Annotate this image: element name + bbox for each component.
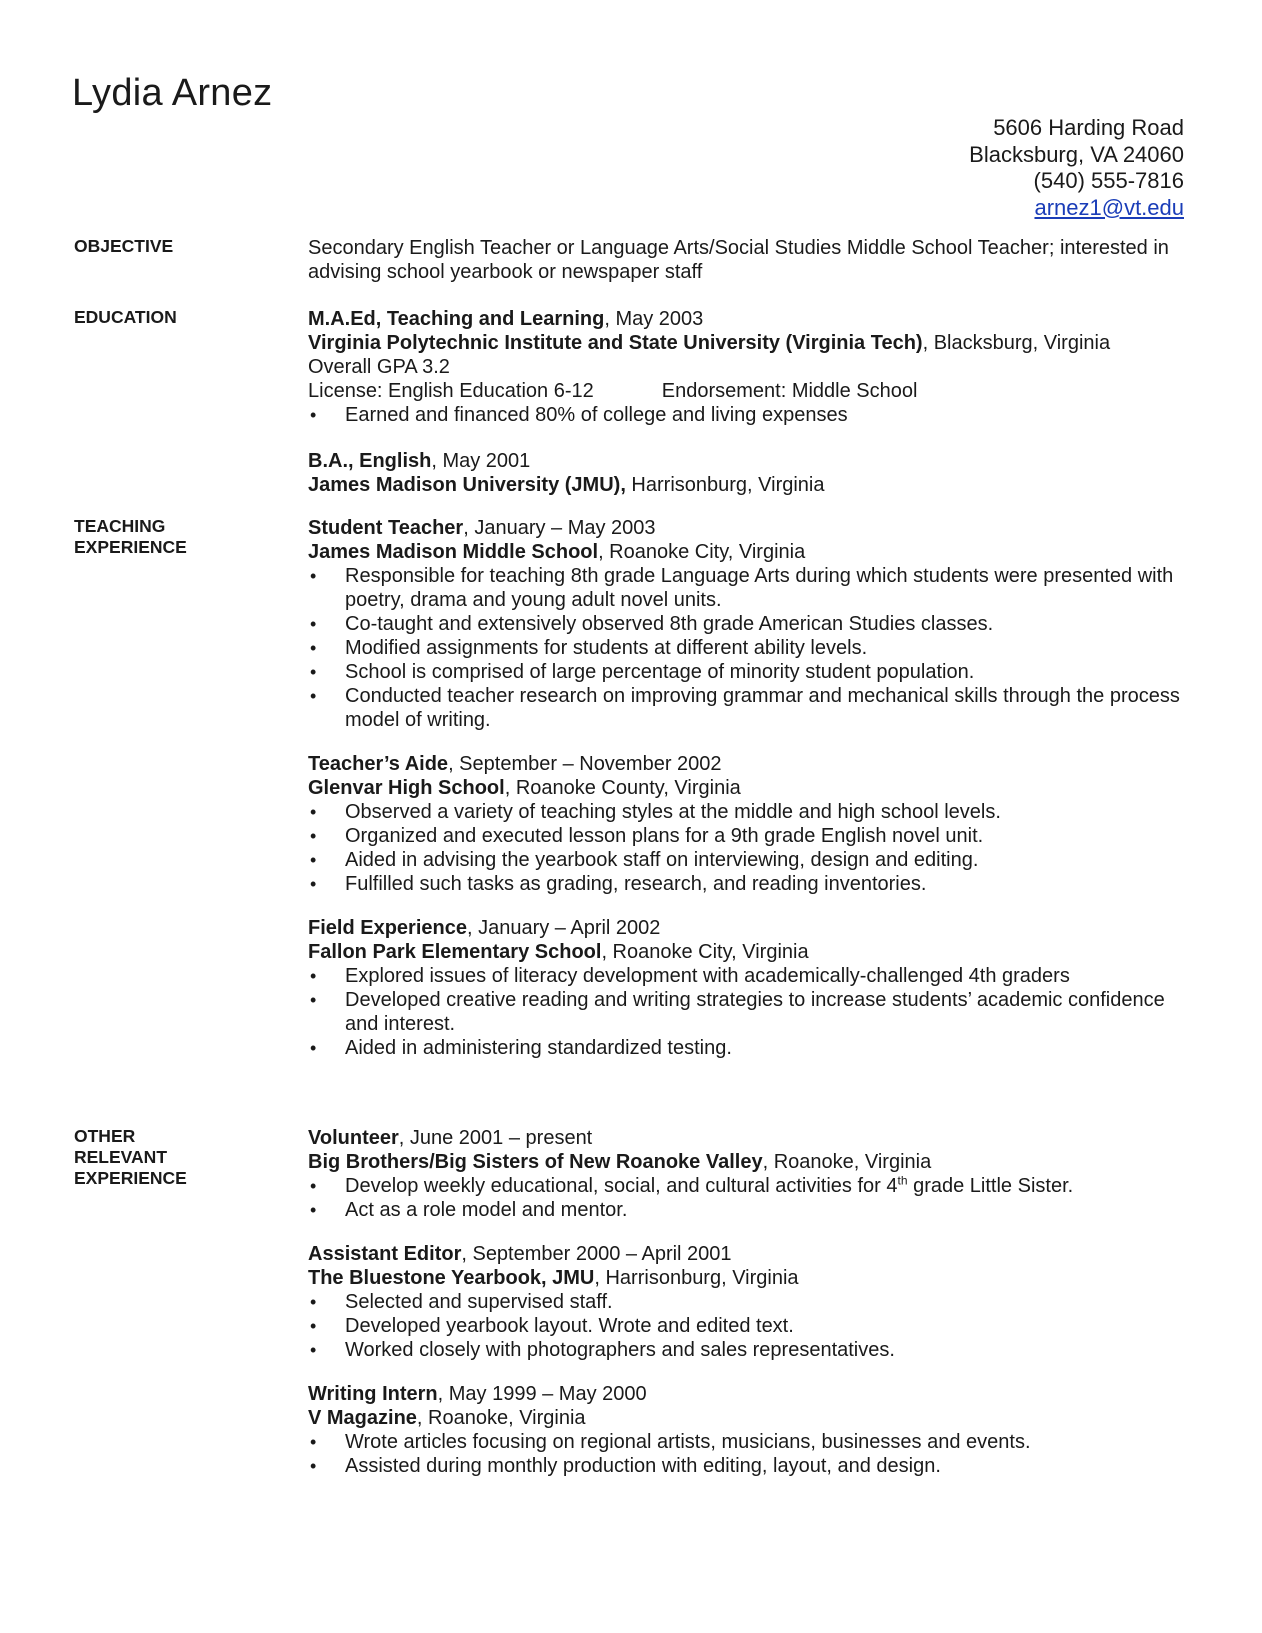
endorsement: Endorsement: Middle School [661,380,918,402]
job-title: Volunteer [308,1127,399,1149]
list-item: • Organized and executed lesson plans for a 9th grade English novel unit. [308,824,1184,848]
label-line: OTHER [74,1126,136,1146]
list-item: • Conducted teacher research on improving grammar and mechanical skills through the process model of writing. [308,684,1184,732]
job-title: Teacher’s Aide [308,753,449,775]
street-address: 5606 Harding Road [993,115,1184,140]
list-item: • School is comprised of large percentage of minority student population. [308,660,1184,684]
section-label-other [74,1126,308,1478]
list-item: • Worked closely with photographers and sales representatives. [308,1338,1184,1362]
degree-title: M.A.Ed, Teaching and Learning [308,308,605,330]
degree-date: , May 2003 [604,308,704,330]
job-entry [308,1242,1184,1362]
job-title: Writing Intern [308,1383,438,1405]
list-item: • Explored issues of literacy development with academically-challenged 4th graders [308,964,1184,988]
job-entry [308,1126,1184,1222]
job-org: Glenvar High School [308,777,505,799]
school-location: Harrisonburg, Virginia [625,474,825,496]
section-label-education: EDUCATION [74,307,177,327]
job-location: , Roanoke County, Virginia [504,777,741,799]
list-item: • Fulfilled such tasks as grading, research, and reading inventories. [308,872,1184,896]
job-org: The Bluestone Yearbook, JMU [308,1267,595,1289]
job-entry [308,916,1184,1060]
school-name: Virginia Polytechnic Institute and State University (Virginia Tech) [308,332,923,354]
job-entry [308,516,1184,732]
job-title: Field Experience [308,917,467,939]
list-item: • Wrote articles focusing on regional artists, musicians, businesses and events. [308,1430,1184,1454]
contact-block [969,115,1184,221]
job-date: , January – May 2003 [463,517,656,539]
list-item: • Selected and supervised staff. [308,1290,1184,1314]
list-item: • Act as a role model and mentor. [308,1198,1184,1222]
job-location: , Harrisonburg, Virginia [594,1267,799,1289]
other-experience-section [74,1126,1184,1478]
list-item: • Modified assignments for students at different ability levels. [308,636,1184,660]
job-date: , January – April 2002 [466,917,661,939]
list-item: • Developed yearbook layout. Wrote and edited text. [308,1314,1184,1338]
city-state-zip: Blacksburg, VA 24060 [969,141,1184,167]
job-location: , Roanoke, Virginia [762,1151,932,1173]
job-location: , Roanoke City, Virginia [601,941,809,963]
list-item: • Develop weekly educational, social, and cultural activities for 4th grade Little Sister. [308,1174,1184,1198]
job-date: , September 2000 – April 2001 [461,1243,732,1265]
list-item: • Co-taught and extensively observed 8th grade American Studies classes. [308,612,1184,636]
list-item: • Developed creative reading and writing strategies to increase students’ academic confidence and interest. [308,988,1184,1036]
job-org: Big Brothers/Big Sisters of New Roanoke Valley [308,1151,763,1173]
job-entry [308,1382,1184,1478]
section-label-objective: OBJECTIVE [74,236,174,256]
degree-title: B.A., English [308,450,432,472]
list-item: • Responsible for teaching 8th grade Language Arts during which students were presented with poetry, drama and young adult novel units. [308,564,1184,612]
job-org: James Madison Middle School [308,541,599,563]
education-entry-maed [308,307,1184,427]
education-section [74,307,1184,497]
section-label-teaching [74,516,308,1060]
gpa: Overall GPA 3.2 [308,356,450,378]
label-line: EXPERIENCE [74,537,187,557]
job-date: , June 2001 – present [398,1127,593,1149]
list-item: • Observed a variety of teaching styles at the middle and high school levels. [308,800,1184,824]
email-link[interactable]: arnez1@vt.edu [1034,194,1184,220]
job-title: Student Teacher [308,517,464,539]
job-org: Fallon Park Elementary School [308,941,602,963]
job-date: , September – November 2002 [448,753,722,775]
objective-section [74,236,1184,284]
job-entry [308,752,1184,896]
list-item: • Assisted during monthly production with editing, layout, and design. [308,1454,1184,1478]
job-location: , Roanoke City, Virginia [598,541,806,563]
label-line: EXPERIENCE [74,1168,187,1188]
list-item: • Earned and financed 80% of college and living expenses [308,403,1184,427]
job-org: V Magazine [308,1407,417,1429]
job-location: , Roanoke, Virginia [416,1407,586,1429]
list-item: • Aided in administering standardized testing. [308,1036,1184,1060]
license: License: English Education 6-12 [308,380,594,402]
education-entry-ba [308,449,1184,497]
list-item: • Aided in advising the yearbook staff on interviewing, design and editing. [308,848,1184,872]
label-line: TEACHING [74,516,166,536]
job-date: , May 1999 – May 2000 [437,1383,647,1405]
degree-date: , May 2001 [431,450,531,472]
school-location: , Blacksburg, Virginia [922,332,1111,354]
teaching-section [74,516,1184,1060]
objective-text: Secondary English Teacher or Language Arts/Social Studies Middle School Teacher; interested in advising school yearbook or newspaper staff [308,237,1169,283]
candidate-name: Lydia Arnez [72,72,273,114]
job-title: Assistant Editor [308,1243,462,1265]
school-name: James Madison University (JMU), [308,474,626,496]
phone-number: (540) 555-7816 [1033,168,1184,193]
label-line: RELEVANT [74,1147,168,1167]
